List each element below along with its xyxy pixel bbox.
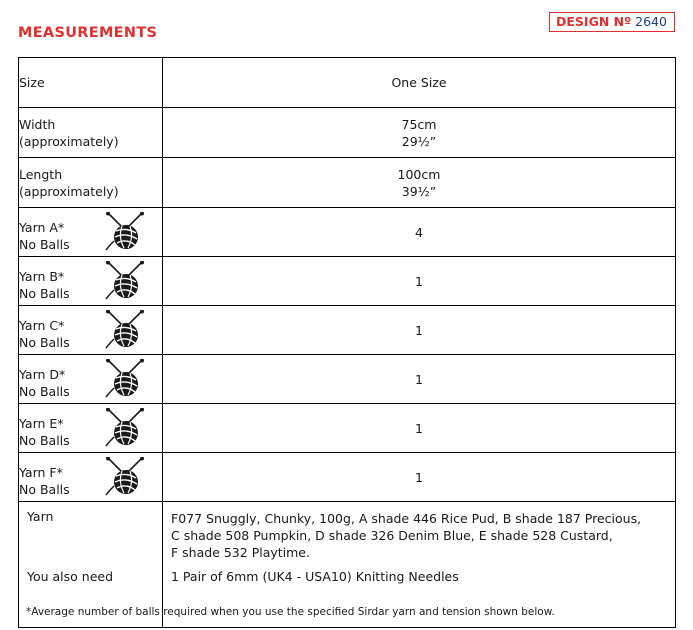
- yarn-a-label: Yarn A*: [19, 219, 65, 235]
- yarn-a-value: 4: [163, 208, 676, 257]
- width-sub: (approximately): [19, 133, 119, 149]
- width-cm: 75cm: [401, 116, 437, 132]
- length-in: 39½”: [401, 183, 437, 199]
- yarn-b-label: Yarn B*: [19, 268, 65, 284]
- no-balls-label: No Balls: [19, 236, 70, 252]
- no-balls-label: No Balls: [19, 383, 70, 399]
- design-number: 2640: [635, 14, 667, 29]
- yarn-f-row: [19, 453, 676, 502]
- length-sub: (approximately): [19, 183, 119, 199]
- no-balls-label: No Balls: [19, 432, 70, 448]
- also-need-label: You also need: [27, 569, 114, 584]
- yarn-f-label: Yarn F*: [19, 464, 63, 480]
- yarn-d-label: Yarn D*: [19, 366, 66, 382]
- no-balls-label: No Balls: [19, 334, 70, 350]
- no-balls-label: No Balls: [19, 481, 70, 497]
- width-label: Width: [19, 116, 56, 132]
- measurements-table: [18, 57, 676, 628]
- yarn-d-value: 1: [163, 355, 676, 404]
- yarn-b-value: 1: [163, 257, 676, 306]
- yarn-f-value: 1: [163, 453, 676, 502]
- yarn-ball-icon: [105, 457, 145, 497]
- yarn-b-row: [19, 257, 676, 306]
- yarn-ball-icon: [105, 310, 145, 350]
- length-label: Length: [19, 166, 63, 182]
- yarn-c-row: [19, 306, 676, 355]
- yarn-c-value: 1: [163, 306, 676, 355]
- page-title: MEASUREMENTS: [18, 25, 158, 41]
- yarn-desc-line-3: F shade 532 Playtime.: [171, 545, 310, 560]
- yarn-c-label: Yarn C*: [19, 317, 65, 333]
- width-row: [19, 108, 676, 158]
- yarn-desc-line-1: F077 Snuggly, Chunky, 100g, A shade 446 Rice Pud, B shade 187 Precious,: [171, 511, 642, 526]
- length-cm: 100cm: [397, 166, 441, 182]
- footnote: *Average number of balls required when you use the specified Sirdar yarn and tension shown below.: [26, 606, 555, 618]
- yarn-e-row: [19, 404, 676, 453]
- also-need-value: 1 Pair of 6mm (UK4 - USA10) Knitting Needles: [171, 569, 459, 584]
- size-value: One Size: [163, 58, 676, 108]
- yarn-d-row: [19, 355, 676, 404]
- yarn-label: Yarn: [27, 509, 54, 524]
- yarn-ball-icon: [105, 359, 145, 399]
- size-label: Size: [19, 58, 163, 108]
- yarn-ball-icon: [105, 261, 145, 301]
- yarn-ball-icon: [105, 212, 145, 252]
- yarn-desc-line-2: C shade 508 Pumpkin, D shade 326 Denim Blue, E shade 528 Custard,: [171, 528, 613, 543]
- yarn-a-row: [19, 208, 676, 257]
- yarn-e-label: Yarn E*: [19, 415, 64, 431]
- width-in: 29½”: [401, 133, 437, 149]
- length-row: [19, 158, 676, 208]
- yarn-e-value: 1: [163, 404, 676, 453]
- design-label: DESIGN Nº: [556, 14, 632, 29]
- no-balls-label: No Balls: [19, 285, 70, 301]
- yarn-ball-icon: [105, 408, 145, 448]
- size-row: [19, 58, 676, 108]
- design-number-badge: [549, 12, 675, 32]
